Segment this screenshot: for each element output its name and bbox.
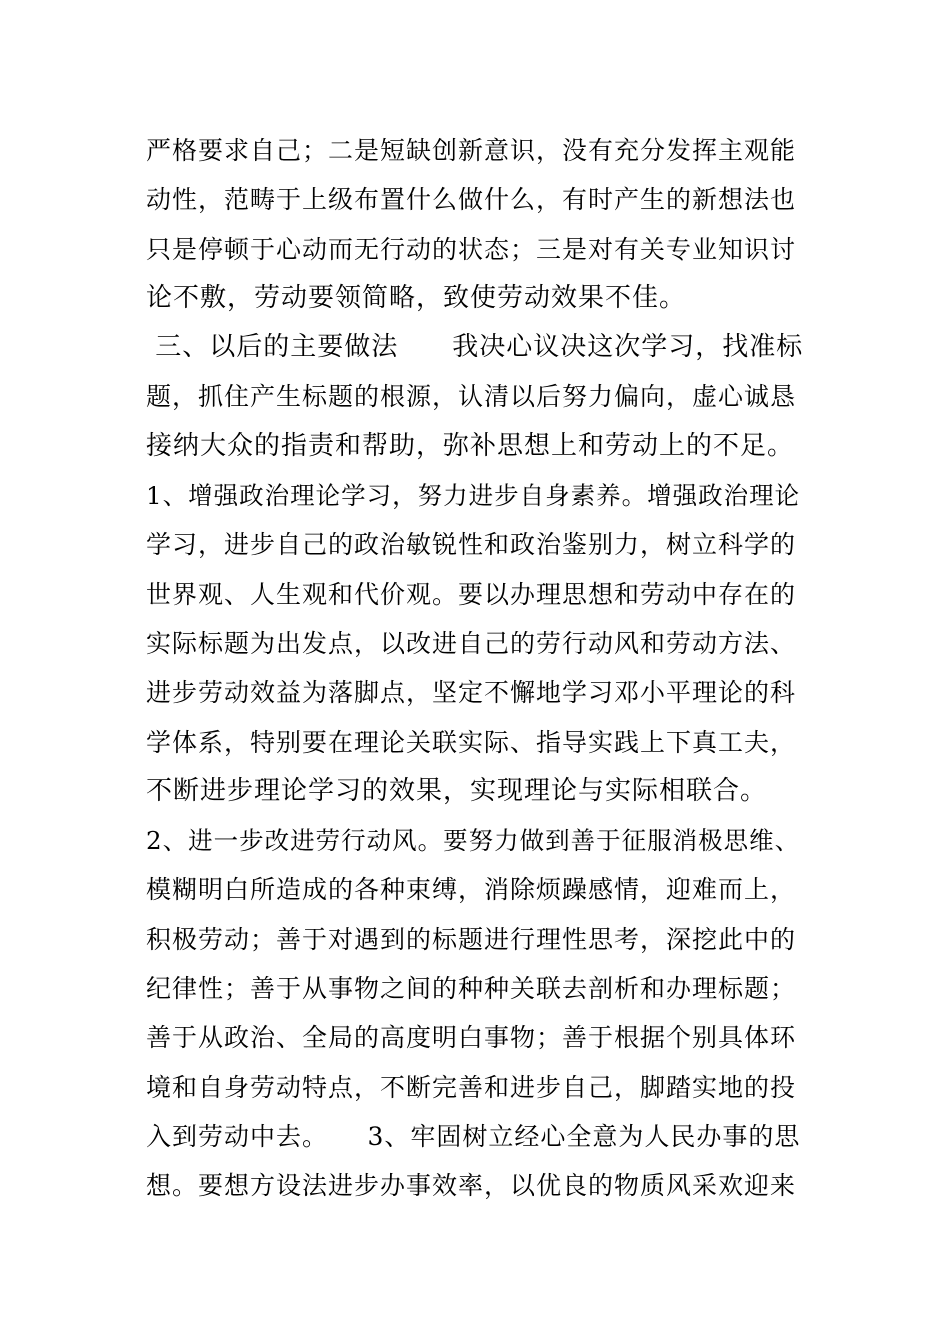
list-item-2-line: 2、进一步改进劳行动风。要努力做到善于征服消极思维、 — [146, 826, 801, 856]
text-line: 积极劳动；善于对遇到的标题进行理性思考，深挖此中的 — [146, 924, 797, 954]
text-line: 接纳大众的指责和帮助，弥补思想上和劳动上的不足。 — [146, 430, 795, 461]
text-line: 进步劳动效益为落脚点，坚定不懈地学习邓小平理论的科 — [146, 678, 797, 708]
body-text — [146, 126, 806, 1211]
text-line: 学体系，特别要在理论关联实际、指导实践上下真工夫， — [146, 727, 797, 757]
text-line: 严格要求自己；二是短缺创新意识，没有充分发挥主观能 — [146, 136, 797, 165]
text-line: 想。要想方设法进步办事效率，以优良的物质风采欢迎来 — [146, 1171, 797, 1201]
text-line: 境和自身劳动特点，不断完善和进步自己，脚踏实地的投 — [146, 1072, 797, 1102]
text-line: 纪律性；善于从事物之间的种种关联去剖析和办理标题； — [146, 974, 797, 1004]
text-line: 不断进步理论学习的效果，实现理论与实际相联合。 — [146, 775, 768, 806]
text-line: 实际标题为出发点，以改进自己的劳行动风和劳动方法、 — [146, 628, 797, 658]
text-line: 善于从政治、全局的高度明白事物；善于根据个别具体环 — [146, 1023, 797, 1053]
text-line: 论不敷，劳动要领简略，致使劳动效果不佳。 — [146, 282, 687, 313]
list-item-3-line: 入到劳动中去。 3、牢固树立经心全意为人民办事的思 — [146, 1121, 801, 1151]
text-line: 学习，进步自己的政治敏锐性和政治鉴别力，树立科学的 — [146, 530, 797, 560]
section-heading-line: 三、以后的主要做法 我决心议决这次学习，找准标 — [146, 332, 804, 363]
text-line: 世界观、人生观和代价观。要以办理思想和劳动中存在的 — [146, 579, 797, 609]
text-line: 动性，范畴于上级布置什么做什么，有时产生的新想法也 — [146, 185, 797, 215]
list-item-1-line: 1、增强政治理论学习，努力进步自身素养。增强政治理论 — [146, 481, 801, 511]
text-line: 题，抓住产生标题的根源，认清以后努力偏向，虚心诚恳 — [146, 382, 797, 412]
text-line: 模糊明白所造成的各种束缚，消除烦躁感情，迎难而上， — [146, 875, 797, 905]
text-line: 只是停顿于心动而无行动的状态；三是对有关专业知识讨 — [146, 234, 797, 264]
